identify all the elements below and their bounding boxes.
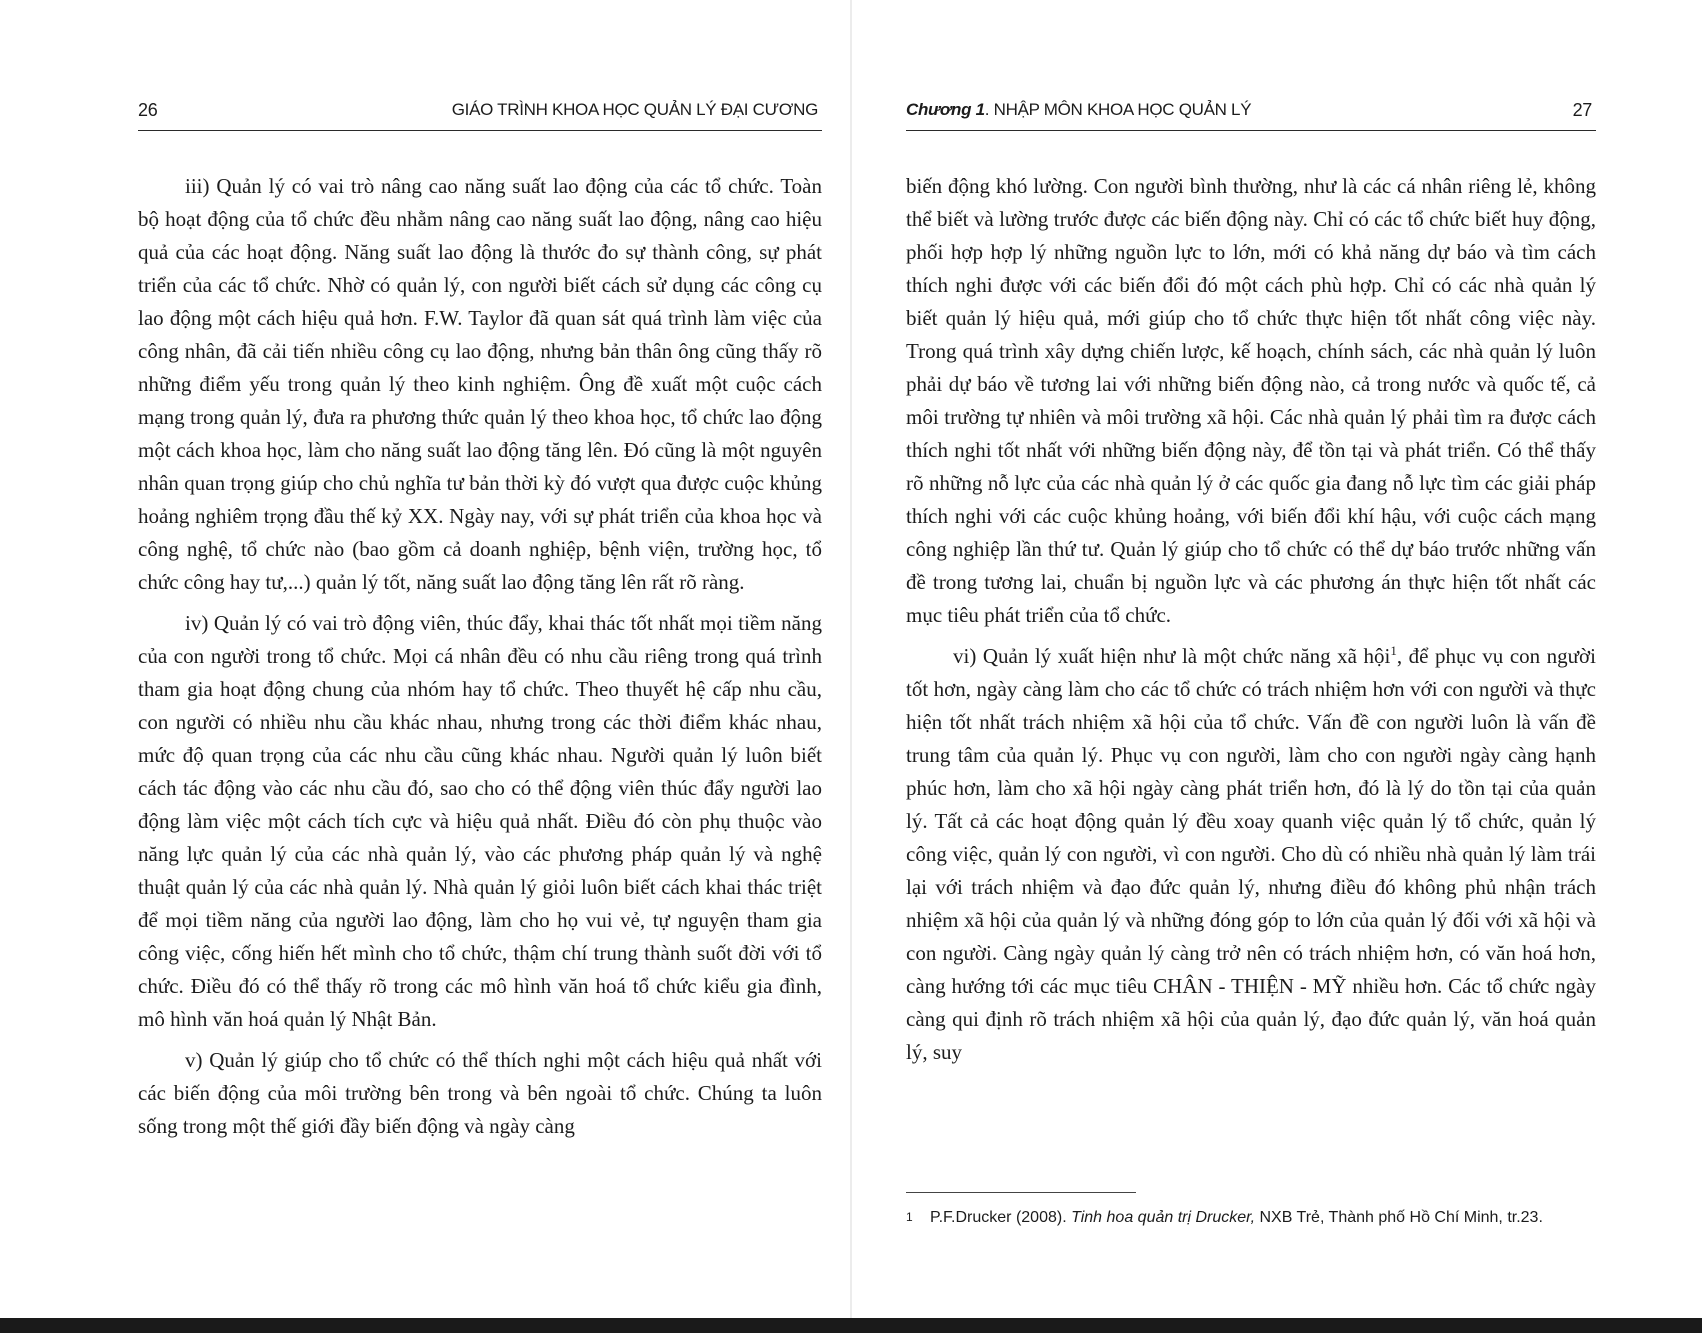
left-header-title: GIÁO TRÌNH KHOA HỌC QUẢN LÝ ĐẠI CƯƠNG xyxy=(451,100,818,119)
left-running-header xyxy=(138,96,822,131)
footnote xyxy=(906,1204,1596,1231)
right-page-number: 27 xyxy=(1572,100,1592,120)
paragraph-iv: iv) Quản lý có vai trò động viên, thúc đẩy, khai thác tốt nhất mọi tiềm năng của con người trong tổ chức. Mọi cá nhân đều có nhu cầu riêng trong quá trình tham gia hoạt động chung của nhóm hay tổ chức. Theo thuyết hệ cấp nhu cầu, con người có nhiều nhu cầu khác nhau, nhưng trong các thời điểm khác nhau, mức độ quan trọng của các nhu cầu cũng khác nhau. Người quản lý luôn biết cách tác động vào các nhu cầu đó, sao cho có thể động viên thúc đẩy người lao động làm việc một cách tích cực và hiệu quả nhất. Điều đó còn phụ thuộc vào năng lực quản lý của các nhà quản lý, vào các phương pháp quản lý và nghệ thuật quản lý của các nhà quản lý. Nhà quản lý giỏi luôn biết cách khai thác triệt để mọi tiềm năng của người lao động, làm cho họ vui vẻ, tự nguyện tham gia công việc, cống hiến hết mình cho tổ chức, thậm chí trung thành suốt đời với tổ chức. Điều đó có thể thấy rõ trong các mô hình văn hoá tổ chức kiểu gia đình, mô hình văn hoá quản lý Nhật Bản. xyxy=(138,611,822,1031)
scan-bottom-edge xyxy=(0,1318,1702,1333)
right-page xyxy=(906,0,1596,1318)
paragraph-vi-start: vi) Quản lý xuất hiện như là một chức năng xã hội xyxy=(953,644,1391,668)
left-page-number: 26 xyxy=(138,100,158,120)
right-body-text xyxy=(906,170,1596,1077)
footnote-divider xyxy=(906,1192,1136,1193)
footnote-book-title: Tinh hoa quản trị Drucker, xyxy=(1071,1209,1256,1226)
book-gutter xyxy=(850,0,852,1318)
footnote-mark: 1 xyxy=(906,1210,913,1224)
left-page xyxy=(138,0,822,1318)
left-body-text xyxy=(138,170,822,1151)
chapter-title: . NHẬP MÔN KHOA HỌC QUẢN LÝ xyxy=(984,100,1252,119)
paragraph-v: v) Quản lý giúp cho tổ chức có thể thích nghi một cách hiệu quả nhất với các biến động của môi trường bên trong và bên ngoài tổ chức. Chúng ta luôn sống trong một thế giới đầy biến động và ngày càng xyxy=(138,1048,822,1138)
right-running-header xyxy=(906,96,1596,131)
paragraph-v-continued: biến động khó lường. Con người bình thường, như là các cá nhân riêng lẻ, không thể biết và lường trước được các biến động này. Chỉ có các tổ chức biết huy động, phối hợp hợp lý những nguồn lực to lớn, mới có khả năng dự báo và tìm cách thích nghi được với các biến đổi đó một cách phù hợp. Chỉ có các nhà quản lý biết quản lý hiệu quả, mới giúp cho tổ chức thực hiện tốt nhất công việc này. Trong quá trình xây dựng chiến lược, kế hoạch, chính sách, các nhà quản lý luôn phải dự báo về tương lai với những biến động nào, cả trong nước và quốc tế, cả môi trường tự nhiên và môi trường xã hội. Các nhà quản lý phải tìm ra được cách thích nghi tốt nhất với những biến động này, để tồn tại và phát triển. Có thể thấy rõ những nỗ lực của các nhà quản lý ở các quốc gia đang nỗ lực tìm các giải pháp thích nghi với các cuộc khủng hoảng, với biến đổi khí hậu, với cuộc cách mạng công nghiệp lần thứ tư. Quản lý giúp cho tổ chức có thể dự báo trước những vấn đề trong tương lai, chuẩn bị nguồn lực và các phương án thực hiện tốt nhất các mục tiêu phát triển của tổ chức. xyxy=(906,174,1596,627)
chapter-label: Chương 1 xyxy=(906,100,985,119)
footnote-reference[interactable]: 1 xyxy=(1390,643,1397,658)
footnote-author: P.F.Drucker (2008). xyxy=(930,1209,1072,1226)
right-header-title xyxy=(906,100,1251,120)
paragraph-vi xyxy=(906,640,1596,1069)
paragraph-iii: iii) Quản lý có vai trò nâng cao năng suất lao động của các tổ chức. Toàn bộ hoạt động của tổ chức đều nhằm nâng cao năng suất lao động, nâng cao hiệu quả của các hoạt động. Năng suất lao động là thước đo sự thành công, sự phát triển của các tổ chức. Nhờ có quản lý, con người biết cách sử dụng các công cụ lao động một cách hiệu quả hơn. F.W. Taylor đã quan sát quá trình làm việc của công nhân, đã cải tiến nhiều công cụ lao động, nhưng bản thân ông cũng thấy rõ những điểm yếu trong quản lý theo kinh nghiệm. Ông đề xuất một cuộc cách mạng trong quản lý, đưa ra phương thức quản lý theo khoa học, tổ chức lao động một cách khoa học, làm cho năng suất lao động tăng lên. Đó cũng là một nguyên nhân quan trọng giúp cho chủ nghĩa tư bản thời kỳ đó vượt qua được cuộc khủng hoảng nghiêm trọng đầu thế kỷ XX. Ngày nay, với sự phát triển của khoa học và công nghệ, tổ chức nào (bao gồm cả doanh nghiệp, bệnh viện, trường học, tổ chức công hay tư,...) quản lý tốt, năng suất lao động tăng lên rất rõ ràng. xyxy=(138,174,822,594)
paragraph-vi-rest: , để phục vụ con người tốt hơn, ngày càng làm cho các tổ chức có trách nhiệm hơn với con người và thực hiện tốt nhất trách nhiệm xã hội của tổ chức. Vấn đề con người luôn là vấn đề trung tâm của quản lý. Phục vụ con người, làm cho con người ngày càng hạnh phúc hơn, làm cho xã hội ngày càng phát triển hơn, đó là lý do tồn tại của quản lý. Tất cả các hoạt động quản lý đều xoay quanh việc quản lý tổ chức, quản lý công việc, quản lý con người, vì con người. Cho dù có nhiều nhà quản lý làm trái lại với trách nhiệm và đạo đức quản lý, nhưng điều đó không phủ nhận trách nhiệm xã hội của quản lý và những đóng góp to lớn của quản lý đối với xã hội và con người. Càng ngày quản lý càng trở nên có trách nhiệm hơn, có văn hoá hơn, càng hướng tới các mục tiêu CHÂN - THIỆN - MỸ nhiều hơn. Các tổ chức ngày càng qui định rõ trách nhiệm xã hội của quản lý, đạo đức quản lý, văn hoá quản lý, suy xyxy=(906,644,1596,1064)
footnote-publisher: NXB Trẻ, Thành phố Hồ Chí Minh, tr.23. xyxy=(1255,1209,1543,1226)
